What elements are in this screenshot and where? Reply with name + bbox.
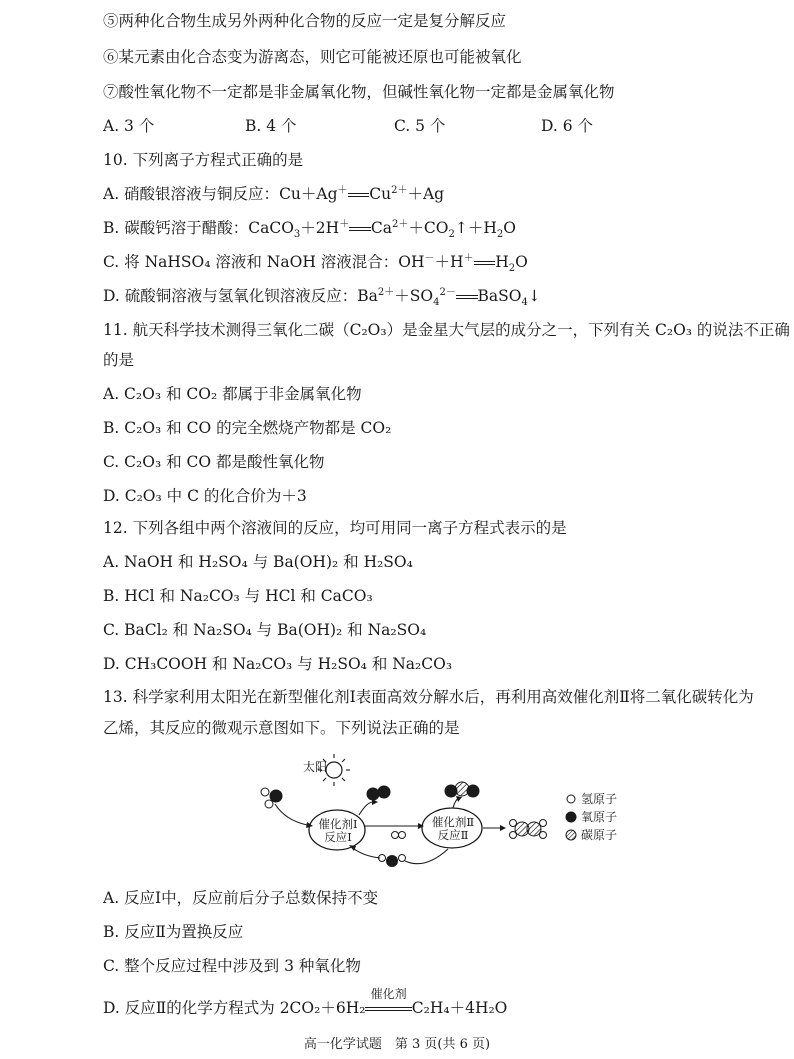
reaction-diagram [255, 752, 615, 870]
legend-carbon: 碳原子 [565, 826, 617, 844]
q10-option-a-text: A. 硝酸银溶液与铜反应： [103, 185, 280, 203]
water-molecule-icon [379, 855, 406, 868]
carbon-atom-icon [565, 829, 577, 841]
catalyst-1-name: 催化剂Ⅰ [318, 817, 358, 831]
q12-option-b[interactable]: B. HCl 和 Na₂CO₃ 与 HCl 和 CaCO₃ [103, 587, 373, 605]
q13-option-a[interactable]: A. 反应Ⅰ中，反应前后分子总数保持不变 [103, 889, 379, 907]
oxygen-atom-icon [565, 811, 577, 823]
q9-option-d[interactable]: D. 6 个 [541, 117, 594, 135]
statement-5: ⑤两种化合物生成另外两种化合物的反应一定是复分解反应 [103, 12, 507, 30]
hydrogen-molecule-icon [392, 832, 406, 839]
catalyst-2-name: 催化剂Ⅱ [431, 815, 475, 829]
q11-stem: 11. 航天科学技术测得三氧化二碳（C₂O₃）是金星大气层的成分之一，下列有关 C₂O₃ 的说法不正确 [103, 321, 790, 339]
q10-option-d[interactable]: D. 硫酸铜溶液与氢氧化钡溶液反应：$Ba^{2+}+SO_4^{2-}$ BaSO$_4$↓ [103, 286, 541, 309]
legend-oxygen: 氧原子 [565, 808, 617, 826]
q11-option-b[interactable]: B. C₂O₃ 和 CO 的完全燃烧产物都是 CO₂ [103, 419, 392, 437]
q12-option-d[interactable]: D. CH₃COOH 和 Na₂CO₃ 与 H₂SO₄ 和 Na₂CO₃ [103, 655, 453, 673]
q13-stem-cont: 乙烯，其反应的微观示意图如下。下列说法正确的是 [103, 719, 460, 737]
q13-option-c[interactable]: C. 整个反应过程中涉及到 3 种氧化物 [103, 957, 361, 975]
q10-option-b-text: B. 碳酸钙溶于醋酸： [103, 219, 249, 237]
sun-label: 太阳 [303, 760, 328, 774]
q12-option-a[interactable]: A. NaOH 和 H₂SO₄ 与 Ba(OH)₂ 和 H₂SO₄ [103, 553, 413, 571]
q10-option-c[interactable]: C. 将 NaHSO₄ 溶液和 NaOH 溶液混合：OH－＋H＋ $H_2O$ [103, 252, 528, 275]
q11-stem-cont: 的是 [103, 351, 135, 369]
q10-stem: 10. 下列离子方程式正确的是 [103, 151, 304, 169]
q10-option-d-text: D. 硫酸铜溶液与氢氧化钡溶液反应： [103, 287, 358, 305]
legend-hydrogen: 氢原子 [565, 790, 617, 808]
q9-option-c[interactable]: C. 5 个 [394, 117, 446, 135]
catalyst-1-label [315, 818, 361, 844]
q12-option-c[interactable]: C. BaCl₂ 和 Na₂SO₄ 与 Ba(OH)₂ 和 Na₂SO₄ [103, 621, 427, 639]
ethylene-molecule-icon [510, 820, 547, 839]
q13-stem: 13. 科学家利用太阳光在新型催化剂Ⅰ表面高效分解水后，再利用高效催化剂Ⅱ将二氧化碳转化为 [103, 688, 754, 706]
q9-option-b[interactable]: B. 4 个 [245, 117, 297, 135]
reaction-1-name: 反应Ⅰ [324, 830, 352, 844]
reaction-condition [365, 987, 411, 1018]
q13-option-d-prefix: D. 反应Ⅱ的化学方程式为 2CO₂＋6H₂ [103, 999, 366, 1017]
diagram-legend [565, 790, 617, 844]
catalyst-2-label [427, 816, 479, 842]
q11-option-a[interactable]: A. C₂O₃ 和 CO₂ 都属于非金属氧化物 [103, 385, 362, 403]
page-footer: 高一化学试题 第 3 页(共 6 页) [303, 1037, 491, 1052]
hydrogen-atom-icon [565, 793, 577, 805]
q10-option-b[interactable]: B. 碳酸钙溶于醋酸：CaCO$_3$＋2H＋ $Ca^{2+}+CO_2↑+H_2O$ [103, 218, 516, 241]
co2-molecule-icon [445, 782, 480, 798]
q11-option-c[interactable]: C. C₂O₃ 和 CO 都是酸性氧化物 [103, 453, 325, 471]
q9-option-a[interactable]: A. 3 个 [103, 117, 155, 135]
q13-option-d-suffix: C₂H₄＋4H₂O [411, 999, 508, 1017]
catalyst-condition-label: 催化剂 [370, 987, 407, 1001]
q12-stem: 12. 下列各组中两个溶液间的反应，均可用同一离子方程式表示的是 [103, 519, 567, 537]
statement-7: ⑦酸性氧化物不一定都是非金属氧化物，但碱性氧化物一定都是金属氧化物 [103, 83, 615, 101]
q10-option-c-text: C. 将 NaHSO₄ 溶液和 NaOH 溶液混合： [103, 253, 399, 271]
oxygen-molecule-icon [367, 786, 391, 801]
q13-option-d[interactable] [103, 987, 508, 1018]
statement-6: ⑥某元素由化合态变为游离态，则它可能被还原也可能被氧化 [103, 48, 522, 66]
q9-options [103, 116, 703, 136]
q11-option-d[interactable]: D. C₂O₃ 中 C 的化合价为＋3 [103, 487, 307, 505]
q10-option-a[interactable]: A. 硝酸银溶液与铜反应：Cu＋Ag＋ $Cu^{2+}+Ag$ [103, 184, 445, 203]
water-molecule-icon [261, 788, 283, 808]
q13-option-b[interactable]: B. 反应Ⅱ为置换反应 [103, 923, 244, 941]
reaction-2-name: 反应Ⅱ [437, 828, 469, 842]
